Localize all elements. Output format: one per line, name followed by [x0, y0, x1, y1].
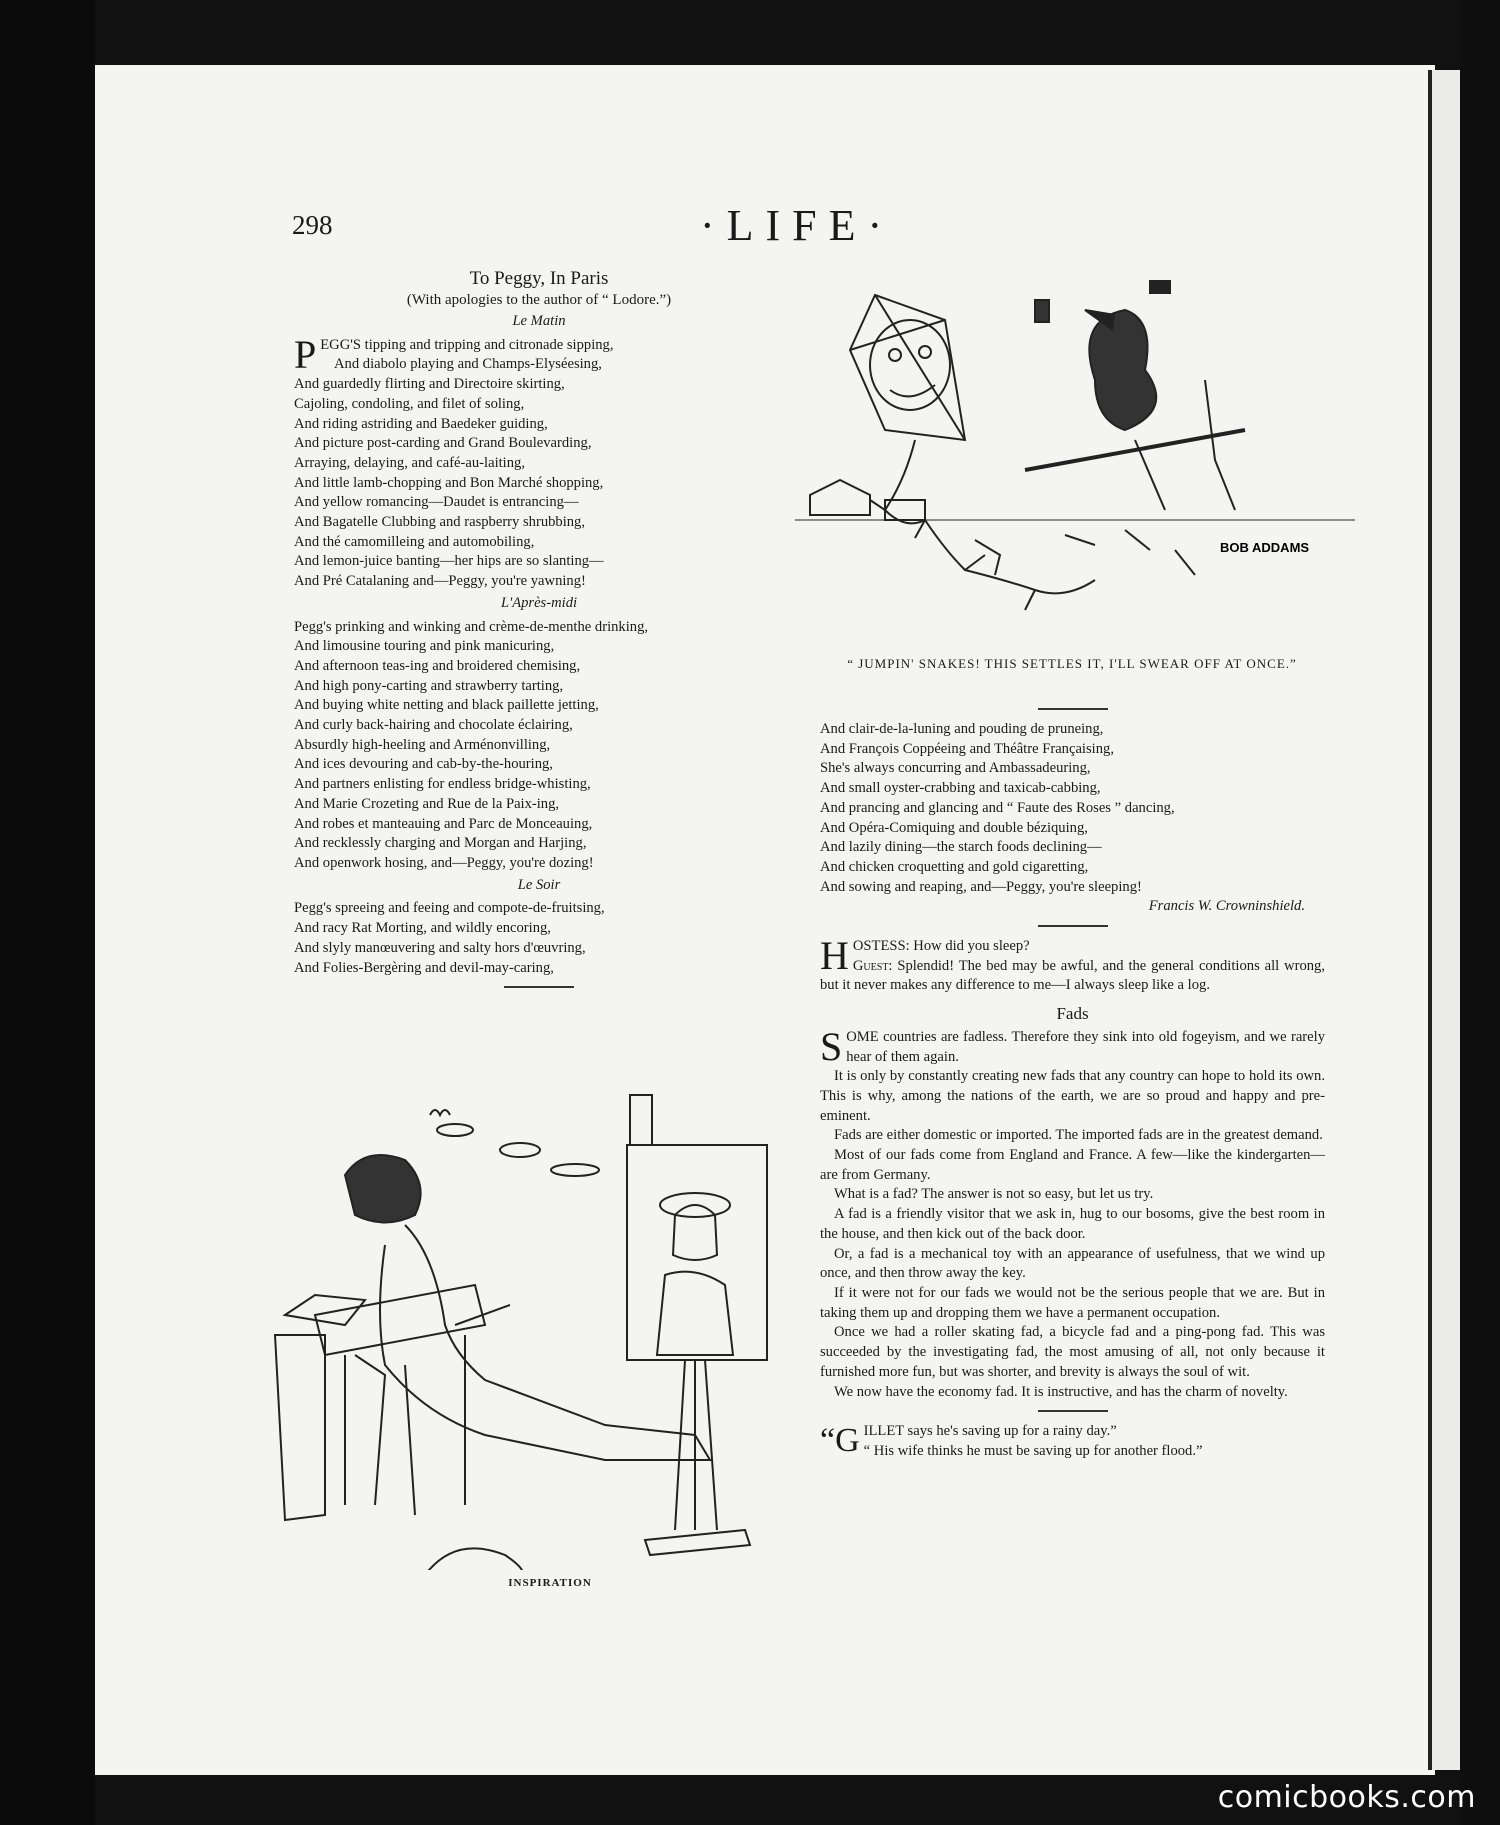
gillet-line: “ His wife thinks he must be saving up for another flood.”	[863, 1442, 1203, 1459]
fads-heading: Fads	[1056, 1004, 1089, 1024]
section-divider	[1038, 1410, 1108, 1412]
drop-cap: P	[294, 331, 317, 377]
cartoon-caption: “ JUMPIN' SNAKES! THIS SETTLES IT, I'LL SWEAR OFF AT ONCE.”	[847, 656, 1297, 671]
guest-text: Splendid! The bed may be awful, and the general conditions all wrong, but it never makes any difference to me—I always sleep like a log.	[820, 957, 1325, 994]
gillet-line: ILLET says he's saving up for a rainy day.”	[863, 1423, 1117, 1440]
poem-line: And François Coppéeing and Théâtre Françaising,	[820, 740, 1114, 757]
section-heading-matin: Le Matin	[512, 313, 566, 329]
poem-line: And buying white netting and black paillette jetting,	[294, 697, 599, 714]
guest-label: Guest:	[852, 957, 893, 974]
poem-line: And guardedly flirting and Directoire skirting,	[294, 376, 565, 393]
poem-line: And limousine touring and pink manicuring,	[294, 638, 555, 655]
drop-cap: S	[820, 1023, 843, 1069]
poem-line: And diabolo playing and Champs-Elyséesing,	[334, 356, 602, 373]
hostess-line: OSTESS: How did you sleep?	[852, 938, 1030, 955]
watermark: comicbooks.com	[1217, 1780, 1476, 1815]
poem-line: And Opéra-Comiquing and double béziquing,	[820, 819, 1088, 836]
poem-line: And recklessly charging and Morgan and Harjing,	[294, 835, 587, 852]
section-heading-soir: Le Soir	[517, 876, 561, 893]
poem-line: Absurdly high-heeling and Arménonvilling,	[294, 736, 551, 753]
drop-cap: H	[820, 933, 849, 979]
poem-line: Cajoling, condoling, and filet of soling,	[294, 395, 525, 412]
poem-line: And openwork hosing, and—Peggy, you're dozing!	[294, 854, 594, 871]
poem-line: Pegg's prinking and winking and crème-de-menthe drinking,	[294, 618, 649, 635]
poem-line: And Bagatelle Clubbing and raspberry shrubbing,	[294, 514, 586, 531]
fads-paragraph: A fad is a friendly visitor that we ask in, hug to our bosoms, give the best room in the house, and then kick out of the back door.	[820, 1206, 1325, 1242]
poem-line: And lemon-juice banting—her hips are so slanting—	[294, 553, 604, 570]
fads-paragraph: Or, a fad is a mechanical toy with an appearance of usefulness, that we wind up once, and then throw away the key.	[820, 1245, 1325, 1282]
poem-line: And small oyster-crabbing and taxicab-cabbing,	[820, 780, 1101, 797]
next-page-edge	[1432, 70, 1460, 1770]
page-number: 298	[292, 210, 333, 240]
poem-line: And partners enlisting for endless bridge-whisting,	[294, 776, 591, 793]
poem-line: She's always concurring and Ambassadeuring,	[820, 760, 1091, 777]
section-divider	[1038, 708, 1108, 710]
poem-line: And slyly manœuvering and salty hors d'œuvring,	[294, 939, 586, 956]
fads-paragraph: Once we had a roller skating fad, a bicycle fad and a ping-pong fad. This was succeeded by the investigating fad, the most amusing of all, not only because it furnished more fun, but was shorter, and brevity is always the soul of wit.	[820, 1324, 1325, 1380]
poem-line: And robes et manteauing and Parc de Monceauing,	[294, 815, 593, 832]
fads-paragraph: We now have the economy fad. It is instructive, and has the charm of novelty.	[834, 1383, 1288, 1400]
poem-line: And lazily dining—the starch foods declining—	[820, 839, 1102, 856]
poem-line: And racy Rat Morting, and wildly encoring,	[294, 920, 551, 937]
cartoon-caption: INSPIRATION	[508, 1577, 592, 1589]
masthead-title: ·LIFE·	[700, 201, 895, 250]
poem-line: And ices devouring and cab-by-the-houring,	[294, 756, 553, 773]
poem-line: And prancing and glancing and “ Faute des Roses ” dancing,	[820, 799, 1175, 816]
poem-line: And little lamb-chopping and Bon Marché shopping,	[294, 474, 604, 491]
fads-opening	[820, 1023, 1325, 1069]
right-column	[820, 700, 1325, 1462]
poem-line: And afternoon teas-ing and broidered chemising,	[294, 657, 581, 674]
poem-line: Pegg's spreeing and feeing and compote-de-fruitsing,	[294, 900, 605, 917]
poem-line: And curly back-hairing and chocolate éclairing,	[294, 717, 573, 734]
poem-line: And high pony-carting and strawberry tarting,	[294, 677, 564, 694]
fads-paragraph: What is a fad? The answer is not so easy, but let us try.	[834, 1186, 1154, 1203]
gillet-joke	[820, 1422, 1325, 1461]
poem-section-apres-midi	[294, 618, 784, 874]
hostess-joke	[820, 933, 1325, 996]
poem-line: And Marie Crozeting and Rue de la Paix-ing,	[294, 795, 560, 812]
cartoon-kite-crow	[795, 280, 1360, 650]
scan-border-left	[0, 0, 95, 1825]
poem-line: EGG'S tipping and tripping and citronade sipping,	[320, 336, 614, 353]
poem-line: And thé camomilleing and automobiling,	[294, 533, 535, 550]
fads-paragraph: If it were not for our fads we would not be the serious people that we are. But in taking them up and dropping them we have a permanent occupation.	[820, 1284, 1325, 1321]
poem-title: To Peggy, In Paris	[469, 268, 609, 289]
poem-section-matin	[294, 331, 784, 592]
poem-signature: Francis W. Crowninshield.	[1148, 898, 1305, 915]
poem-subtitle: (With apologies to the author of “ Lodore.”)	[406, 292, 672, 308]
poem-line: And picture post-carding and Grand Boulevarding,	[294, 435, 592, 452]
cartoon-inspiration	[255, 1035, 795, 1570]
poem-line: And Folies-Bergèring and devil-may-caring,	[294, 959, 554, 976]
poem-line: And yellow romancing—Daudet is entrancing—	[294, 494, 579, 511]
fads-opening-text: OME countries are fadless. Therefore they sink into old fogeyism, and we rarely hear of them again.	[846, 1028, 1325, 1065]
open-quote: “	[820, 1422, 836, 1460]
section-heading-apres-midi: L'Après-midi	[500, 594, 578, 611]
fads-paragraph: It is only by constantly creating new fads that any country can hope to hold its own. This is why, among the nations of the earth, we are so proud and happy and pre-eminent.	[820, 1068, 1325, 1124]
fads-article	[820, 1023, 1325, 1402]
drop-cap	[820, 1424, 860, 1458]
section-divider	[1038, 925, 1108, 927]
poem-line: And sowing and reaping, and—Peggy, you're sleeping!	[820, 878, 1142, 895]
section-divider	[504, 986, 574, 988]
artist-signature: BOB ADDAMS	[1220, 540, 1310, 555]
poem-line: And Pré Catalaning and—Peggy, you're yawning!	[294, 573, 586, 590]
poem-column	[294, 268, 784, 998]
poem-line: And chicken croquetting and gold cigaretting,	[820, 858, 1089, 875]
poem-line: And clair-de-la-luning and pouding de pruneing,	[820, 721, 1104, 737]
fads-paragraph: Fads are either domestic or imported. The imported fads are in the greatest demand.	[834, 1127, 1323, 1144]
scan-border-right	[1460, 0, 1500, 1825]
drop-cap-letter: G	[835, 1422, 860, 1460]
poem-section-soir	[294, 899, 784, 978]
poem-line: Arraying, delaying, and café-au-laiting,	[294, 454, 525, 471]
fads-paragraph: Most of our fads come from England and France. A few—like the kindergarten—are from Germany.	[820, 1147, 1325, 1183]
poem-line: And riding astriding and Baedeker guiding,	[294, 415, 548, 432]
